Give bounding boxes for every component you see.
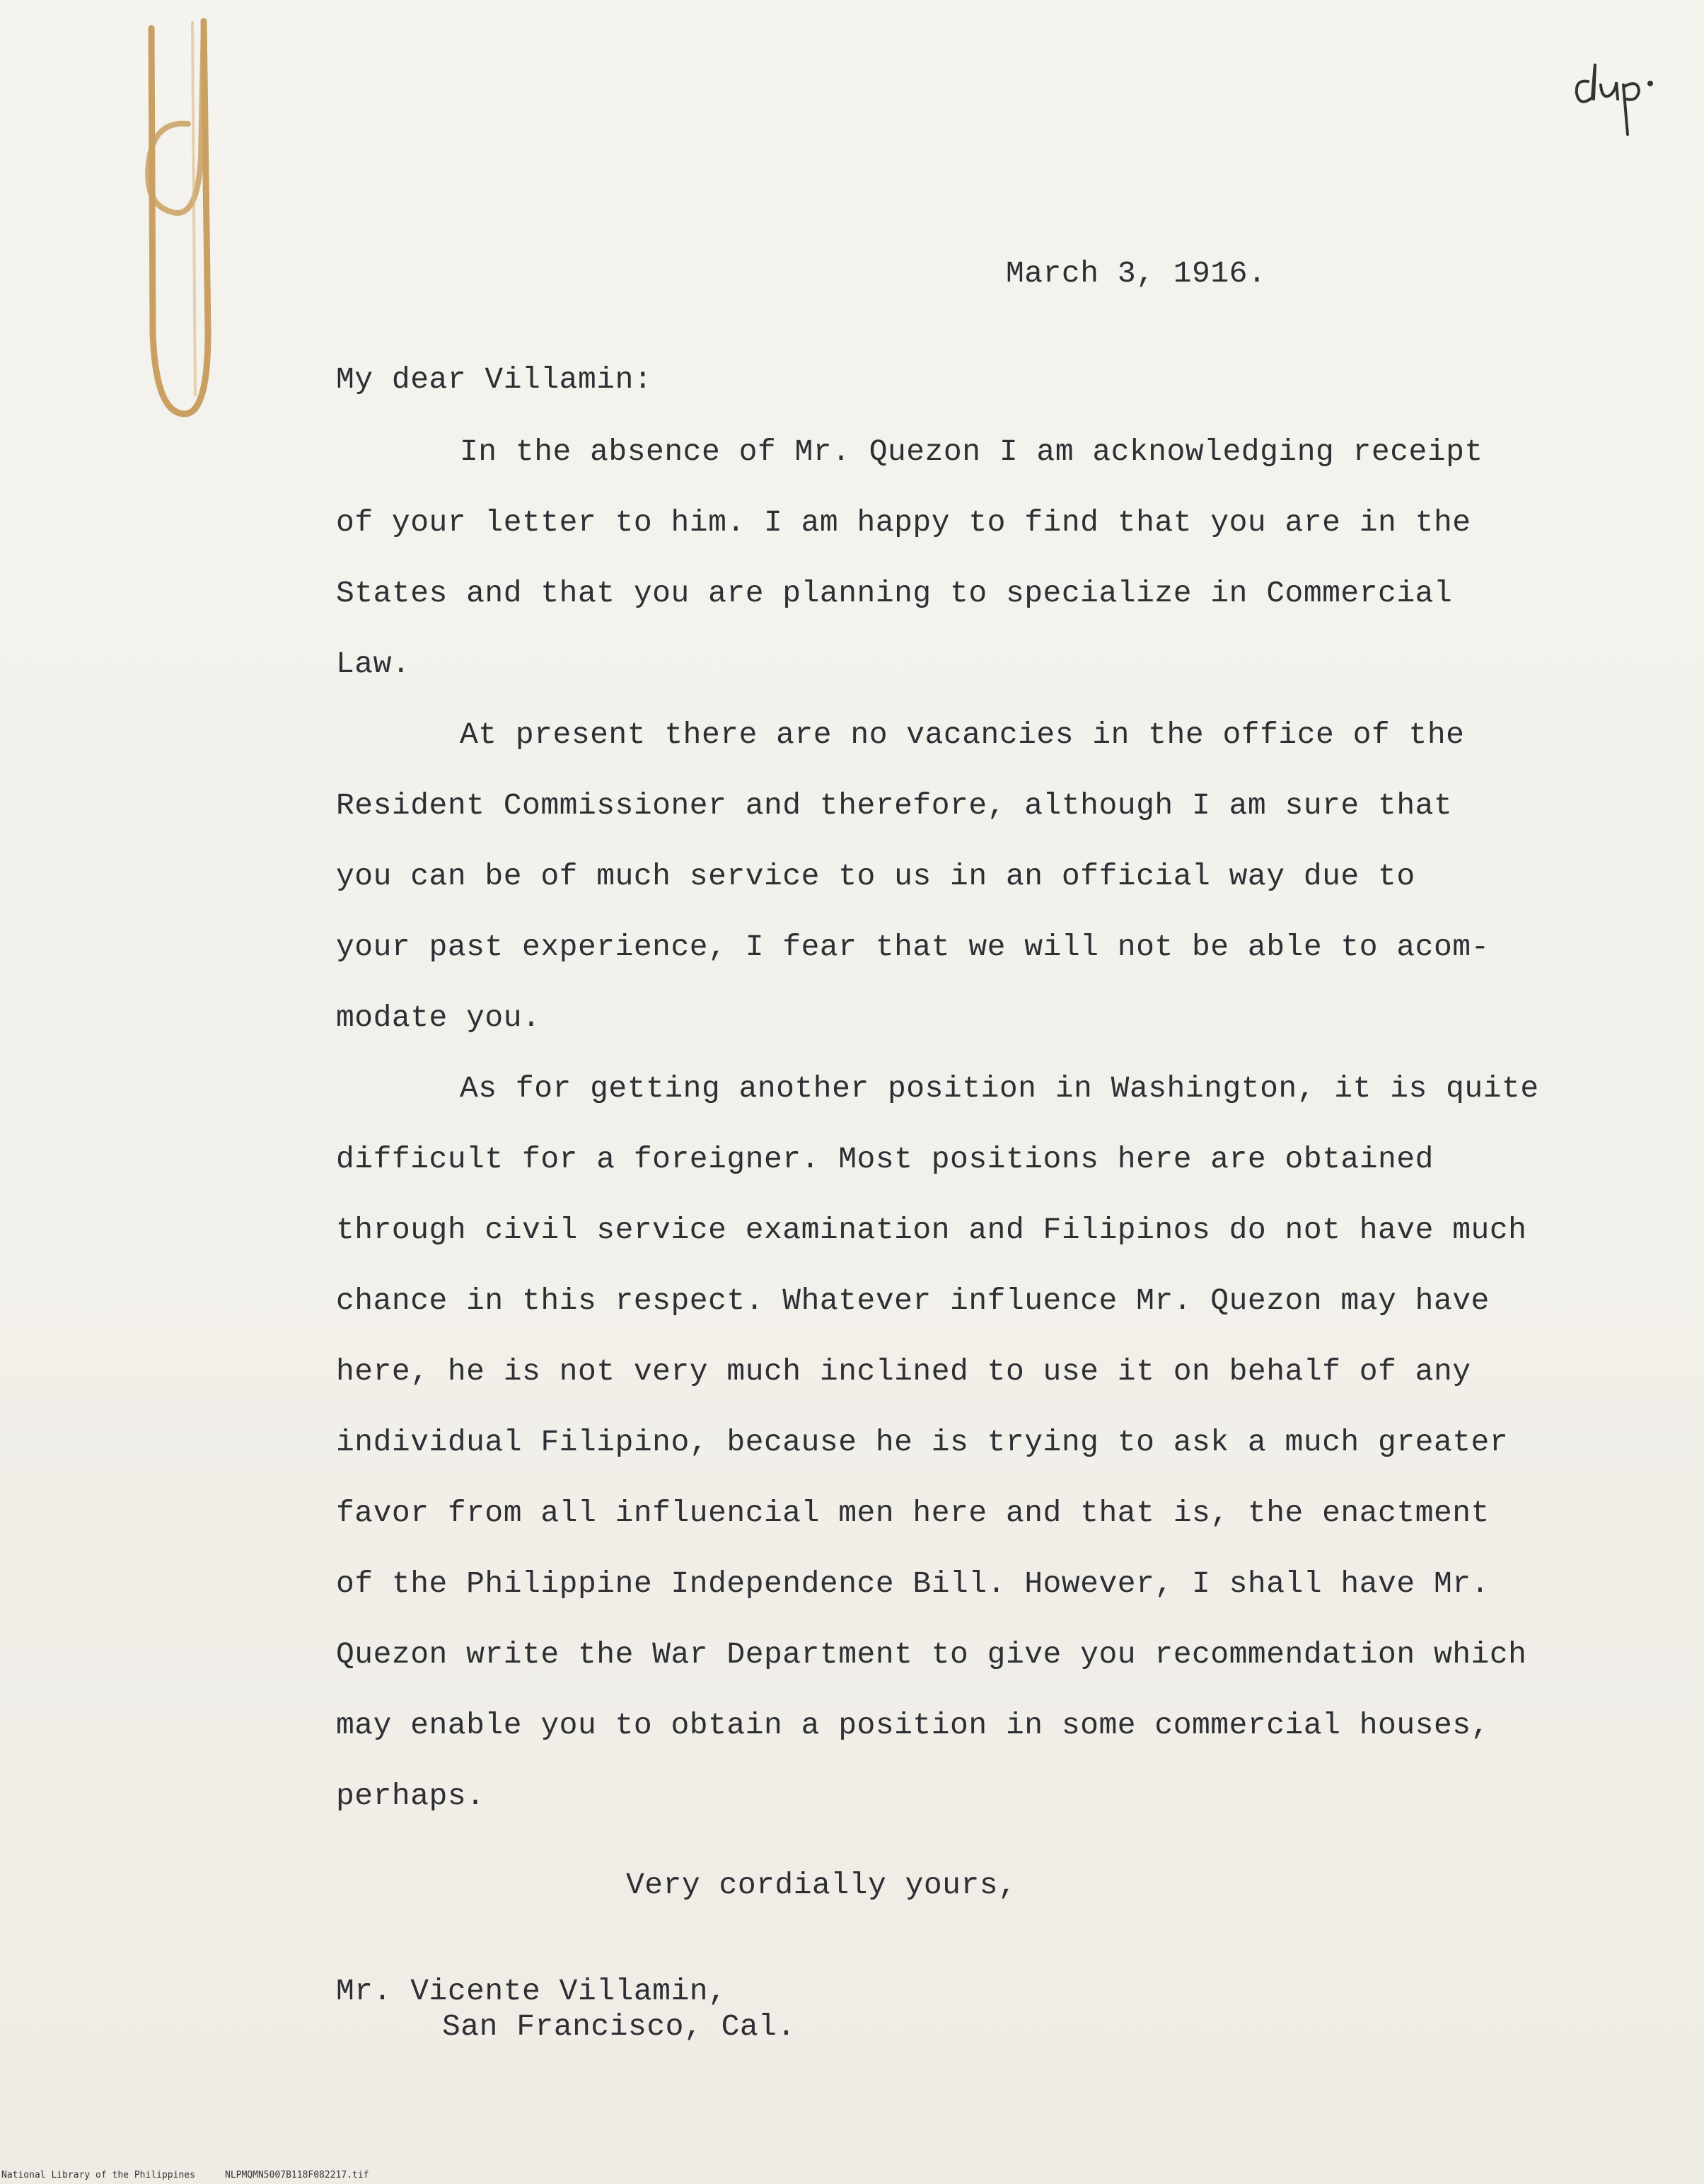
text-line: As for getting another position in Washington, it is quite — [460, 1071, 1539, 1106]
recipient-city: San Francisco, Cal. — [442, 2009, 796, 2044]
text-line: may enable you to obtain a position in some commercial houses, — [336, 1708, 1490, 1743]
text-line: At present there are no vacancies in the office of the — [460, 717, 1465, 752]
text-line: perhaps. — [336, 1779, 485, 1813]
letter-paragraph — [336, 434, 1538, 717]
footer-library-caption: National Library of the Philippines — [1, 2170, 195, 2180]
letter-paragraph — [336, 717, 1538, 1071]
text-line: your past experience, I fear that we will not be able to acom- — [336, 930, 1490, 964]
text-line: Law. — [336, 647, 411, 681]
text-line: Quezon write the War Department to give you recommendation which — [336, 1637, 1527, 1672]
closing: Very cordially yours, — [626, 1868, 1017, 1902]
text-line: Resident Commissioner and therefore, although I am sure that — [336, 788, 1453, 823]
text-line: In the absence of Mr. Quezon I am acknowledging receipt — [460, 434, 1483, 469]
letter-date: March 3, 1916. — [1006, 256, 1267, 291]
text-line: individual Filipino, because he is trying to ask a much greater — [336, 1425, 1509, 1460]
text-line: modate you. — [336, 1000, 541, 1035]
text-line: of your letter to him. I am happy to find that you are in the — [336, 505, 1471, 540]
text-line: States and that you are planning to specialize in Commercial — [336, 576, 1453, 611]
letter-paragraph — [336, 1071, 1538, 1849]
footer-file-id: NLPMQMN5007B118F082217.tif — [225, 2170, 369, 2180]
text-line: favor from all influencial men here and that is, the enactment — [336, 1496, 1490, 1530]
text-line: here, he is not very much inclined to use it on behalf of any — [336, 1354, 1471, 1389]
text-line: of the Philippine Independence Bill. However, I shall have Mr. — [336, 1566, 1490, 1601]
text-line: difficult for a foreigner. Most positions here are obtained — [336, 1142, 1434, 1177]
salutation: My dear Villamin: — [336, 362, 653, 397]
handwritten-dup-note — [1567, 42, 1666, 141]
text-line: through civil service examination and Filipinos do not have much — [336, 1213, 1527, 1247]
text-line: you can be of much service to us in an official way due to — [336, 859, 1415, 894]
recipient-name: Mr. Vicente Villamin, — [336, 1974, 727, 2009]
paper-clip-icon — [124, 0, 216, 424]
text-line: chance in this respect. Whatever influence Mr. Quezon may have — [336, 1283, 1490, 1318]
